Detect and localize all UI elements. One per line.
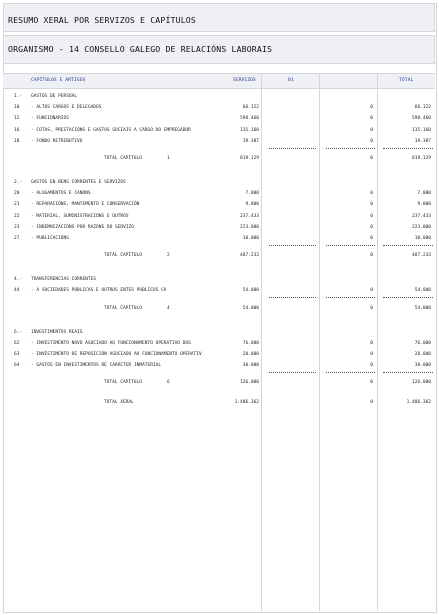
article-value-total: 66.122: [414, 105, 431, 111]
col-header-01: 01: [288, 78, 294, 83]
article-value-01: 598.460: [240, 116, 259, 122]
organism-bar: [3, 35, 435, 64]
subtotal-rule: [269, 372, 316, 373]
article-value-01: 66.122: [242, 105, 259, 111]
chapter-total-number: 6: [167, 380, 170, 386]
article-description: - ALTOS CARGOS E DELEGADOS: [31, 105, 102, 111]
article-value-01: 9.800: [245, 202, 259, 208]
chapter-total-blank: 0: [370, 305, 373, 311]
article-value-total: 237.433: [412, 213, 431, 219]
table-row: [0, 287, 439, 296]
article-value-total: 135.160: [412, 127, 431, 133]
organism-title: ORGANISMO - 14 CONSELLO GALEGO DE RELACIÓNS LABORAIS: [8, 44, 273, 54]
article-value-blank: 0: [370, 127, 373, 133]
article-description: - MATERIAL, SUMINISTRACIÓNS E OUTROS: [31, 213, 129, 219]
chapter-heading-row: [0, 276, 439, 285]
article-code: 62: [14, 340, 20, 346]
chapter-code: 6.-: [14, 329, 23, 335]
article-value-total: 20.000: [414, 352, 431, 357]
subtotal-rule: [269, 297, 316, 298]
article-code: 18: [14, 138, 20, 144]
chapter-total-value: 54.000: [414, 305, 431, 311]
chapter-total-01: 819.129: [240, 156, 259, 161]
grand-total-01: 1.486.362: [234, 400, 259, 406]
table-row: [0, 190, 439, 199]
subtotal-rule: [326, 245, 375, 246]
article-description: - REPARACIÓNS, MANTEMENTO E CONSERVACIÓN: [31, 202, 140, 208]
table-row: [0, 104, 439, 113]
article-value-blank: 0: [370, 288, 373, 294]
chapter-total-01: 54.000: [242, 305, 259, 311]
table-row: [0, 351, 439, 360]
chapter-total-value: 819.129: [412, 156, 431, 161]
article-description: - INVESTIMENTO DE REPOSICIÓN ASOCIADO AO FUNCIONAMENTO OPERATIV: [31, 352, 202, 357]
article-value-total: 9.800: [417, 202, 431, 208]
article-value-01: 135.160: [240, 127, 259, 133]
chapter-total-number: 2: [167, 253, 170, 259]
table-row: [0, 362, 439, 371]
chapter-total-label: TOTAL CAPÍTULO: [104, 305, 142, 311]
table-row: [0, 213, 439, 222]
table-row: [0, 340, 439, 349]
chapter-total-label: TOTAL CAPÍTULO: [104, 156, 142, 161]
article-value-blank: 0: [370, 236, 373, 241]
chapter-code: 2.-: [14, 180, 23, 185]
article-value-total: 223.000: [412, 224, 431, 230]
article-value-01: 10.000: [242, 236, 259, 241]
chapter-title: GASTOS DE PERSOAL: [31, 94, 78, 99]
article-value-blank: 0: [370, 116, 373, 122]
article-value-blank: 0: [370, 363, 373, 369]
grand-total-row: [0, 399, 439, 408]
chapter-total-row: [0, 155, 439, 164]
article-value-01: 30.000: [242, 363, 259, 369]
subtotal-rule: [383, 372, 433, 373]
article-code: 63: [14, 352, 20, 357]
chapter-heading-row: [0, 93, 439, 102]
article-description: - INVESTIMENTO NOVO ASOCIADO AO FUNCIONAMENTO OPERATIVO DOS: [31, 340, 191, 346]
grand-total-value: 1.486.362: [406, 400, 431, 406]
article-value-total: 54.000: [414, 288, 431, 294]
subtotal-rule: [383, 297, 433, 298]
article-description: - GASTOS EN INVESTIMENTOS DE CARÁCTER INMATERIAL: [31, 363, 162, 369]
article-value-blank: 0: [370, 224, 373, 230]
grand-total-blank: 0: [370, 400, 373, 406]
chapter-total-number: 4: [167, 305, 170, 311]
chapter-total-01: 126.000: [240, 380, 259, 386]
article-description: - FONDO RETRIBUTIVO: [31, 138, 83, 144]
table-row: [0, 235, 439, 244]
article-description: - PUBLICACIÓNS: [31, 236, 69, 241]
chapter-total-value: 126.000: [412, 380, 431, 386]
subtotal-rule: [326, 148, 375, 149]
article-value-total: 7.000: [417, 191, 431, 197]
article-value-total: 598.460: [412, 116, 431, 122]
article-value-blank: 0: [370, 340, 373, 346]
article-value-total: 76.000: [414, 340, 431, 346]
chapter-total-label: TOTAL CAPÍTULO: [104, 380, 142, 386]
subtotal-rule: [383, 148, 433, 149]
article-value-01: 237.433: [240, 213, 259, 219]
subtotal-rule: [269, 245, 316, 246]
col-header-chapters: CAPÍTULOS E ARTIGOS: [31, 78, 86, 83]
article-description: - A SOCIEDADES PÚBLICAS E OUTROS ENTES PÚBLICOS CA: [31, 288, 167, 294]
chapter-total-row: [0, 379, 439, 388]
subtotal-rule: [269, 148, 316, 149]
subtotal-rule: [326, 372, 375, 373]
article-code: 20: [14, 191, 20, 197]
article-value-total: 10.000: [414, 236, 431, 241]
article-value-01: 19.387: [242, 138, 259, 144]
article-code: 27: [14, 236, 20, 241]
article-value-total: 30.000: [414, 363, 431, 369]
chapter-total-label: TOTAL CAPÍTULO: [104, 253, 142, 259]
article-value-blank: 0: [370, 352, 373, 357]
article-value-01: 223.000: [240, 224, 259, 230]
table-row: [0, 224, 439, 233]
chapter-code: 4.-: [14, 277, 23, 283]
chapter-total-value: 487.233: [412, 253, 431, 259]
article-value-01: 7.000: [245, 191, 259, 197]
article-value-01: 20.000: [242, 352, 259, 357]
chapter-code: 1.-: [14, 94, 23, 99]
article-description: - INDEMNIZACIÓNS POR RAZÓNS DO SERVIZO: [31, 224, 134, 230]
chapter-title: GASTOS EN BENS CORRENTES E SERVIZOS: [31, 180, 126, 185]
chapter-total-row: [0, 305, 439, 314]
article-value-blank: 0: [370, 138, 373, 144]
table-row: [0, 201, 439, 210]
article-value-blank: 0: [370, 105, 373, 111]
report-title: RESUMO XERAL POR SERVIZOS E CAPÍTULOS: [8, 15, 196, 25]
article-code: 12: [14, 116, 20, 122]
article-code: 10: [14, 105, 20, 111]
chapter-total-number: 1: [167, 156, 170, 161]
chapter-title: TRANSFERENCIAS CORRENTES: [31, 277, 97, 283]
article-description: - ALUGAMENTOS E CANONS: [31, 191, 91, 197]
chapter-heading-row: [0, 329, 439, 338]
article-description: - COTAS, PRESTACIÓNS E GASTOS SOCIAIS A CARGO DO EMPREGADOR: [31, 127, 191, 133]
table-row: [0, 138, 439, 147]
chapter-total-blank: 0: [370, 380, 373, 386]
chapter-total-blank: 0: [370, 156, 373, 161]
article-value-blank: 0: [370, 213, 373, 219]
chapter-total-row: [0, 252, 439, 261]
article-code: 16: [14, 127, 20, 133]
table-row: [0, 115, 439, 124]
article-value-blank: 0: [370, 191, 373, 197]
article-value-blank: 0: [370, 202, 373, 208]
table-row: [0, 127, 439, 136]
article-code: 22: [14, 213, 20, 219]
subtotal-rule: [383, 245, 433, 246]
chapter-heading-row: [0, 179, 439, 188]
article-code: 44: [14, 288, 20, 294]
chapter-total-blank: 0: [370, 253, 373, 259]
report-title-bar: [3, 3, 435, 32]
article-value-01: 54.000: [242, 288, 259, 294]
article-code: 64: [14, 363, 20, 369]
col-header-servizos: SERVIZOS: [233, 78, 256, 83]
article-value-01: 76.000: [242, 340, 259, 346]
subtotal-rule: [326, 297, 375, 298]
chapter-total-01: 487.233: [240, 253, 259, 259]
article-code: 23: [14, 224, 20, 230]
chapter-title: INVESTIMENTOS REAIS: [31, 329, 83, 335]
col-header-total: TOTAL: [399, 78, 414, 83]
grand-total-label: TOTAL XERAL: [104, 400, 134, 406]
article-description: - FUNCIONARIOS: [31, 116, 69, 122]
article-value-total: 19.387: [414, 138, 431, 144]
table-header: [3, 73, 435, 89]
article-code: 21: [14, 202, 20, 208]
